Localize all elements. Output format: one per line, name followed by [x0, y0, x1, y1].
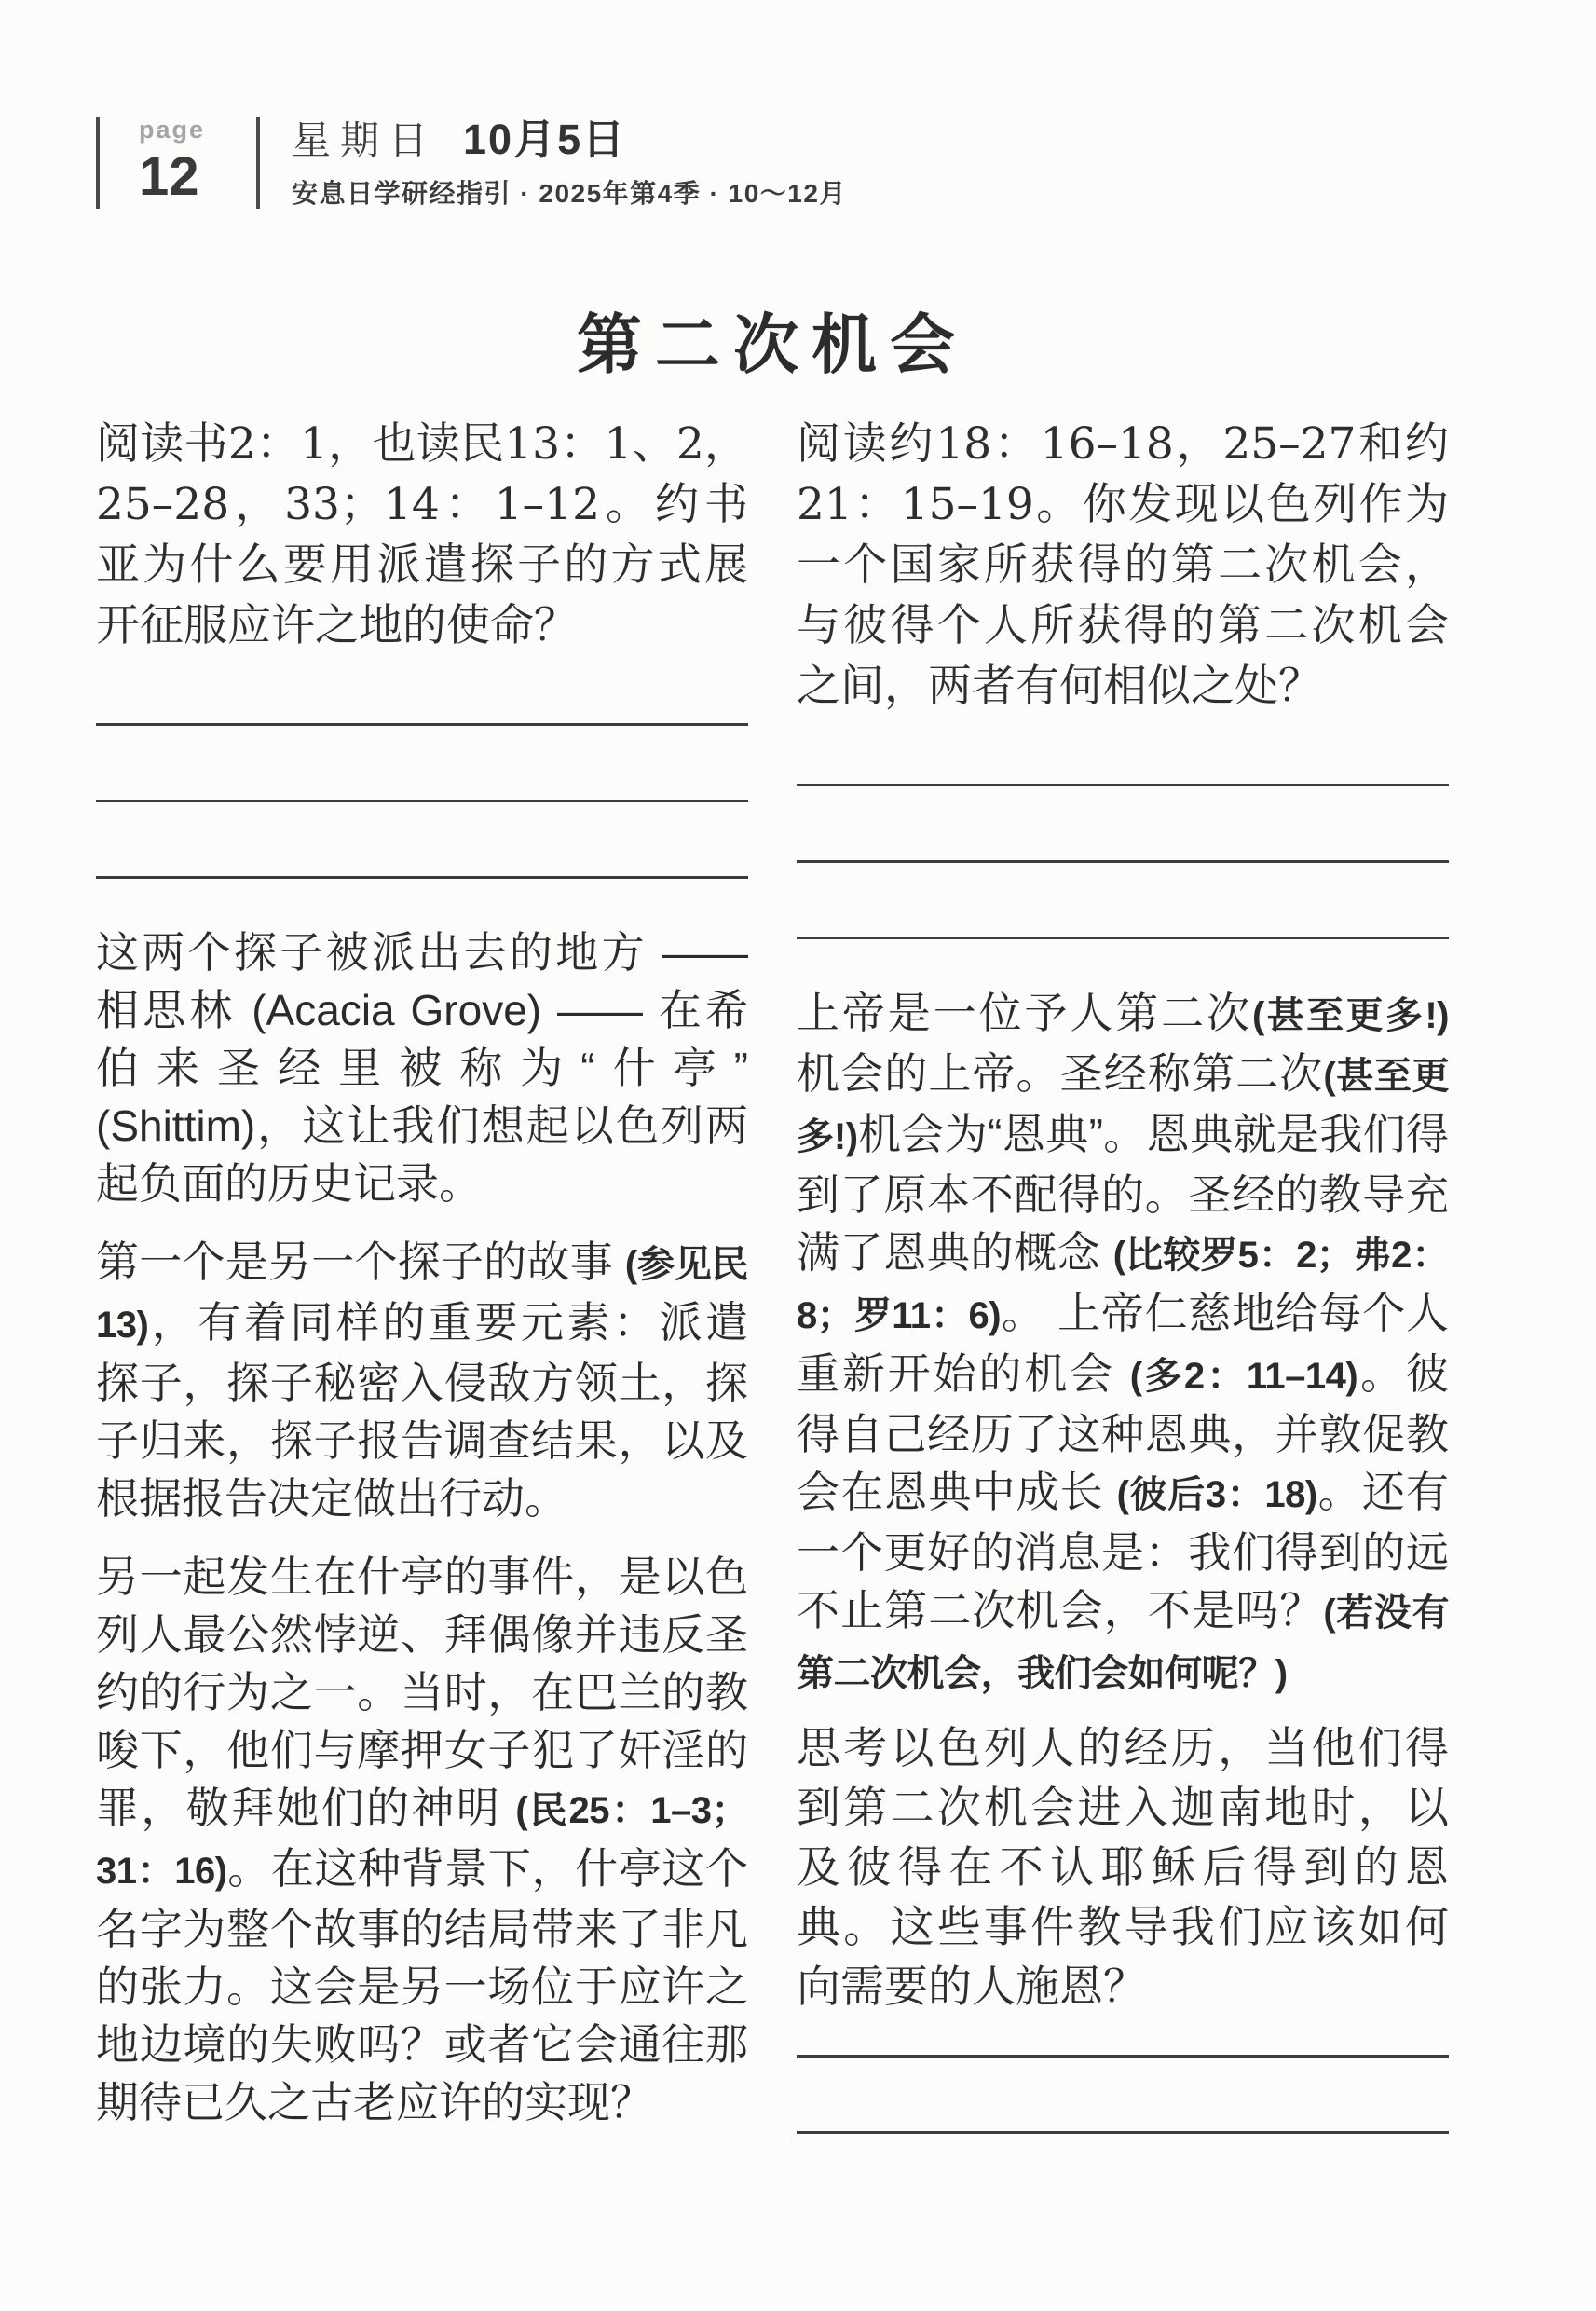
scripture-reference: (彼后3：18) [1116, 1474, 1317, 1515]
thought-question: 思考以色列人的经历，当他们得到第二次机会进入迦南地时，以及彼得在不认耶稣后得到的恩典。这些事件教导我们应该如何向需要的人施恩？ [797, 1723, 1449, 2013]
scripture-reference: (民25：1–3；31：16) [96, 1790, 748, 1892]
date-label: 10月5日 [463, 116, 627, 163]
header-divider-bar [256, 117, 260, 209]
text-run: 。还有一个更好的消息是：我们得到的远不止第二次机会，不是吗？ [797, 1468, 1449, 1634]
scripture-reference: (甚至更多!) [1251, 995, 1449, 1036]
date-block [292, 117, 847, 211]
scripture-reference: 多!) [797, 1116, 858, 1157]
right-column [797, 414, 1449, 2134]
text-run: 。 上帝仁慈地给每个人重新开始的机会 [797, 1289, 1450, 1398]
study-question: 阅读书2：1，也读民13：1、2，25–28，33；14：1–12。约书亚为什么要用派遣探子的方式展开征服应许之地的使命？ [96, 418, 748, 651]
text-run: 上帝是一位予人第二次 [797, 989, 1252, 1037]
scripture-reference: (参见民13) [96, 1244, 748, 1346]
page-number: 12 [139, 146, 199, 207]
paragraph [96, 1233, 748, 1527]
text-run: 。在这种背景下，什亭这个名字为整个故事的结局带来了非凡的张力。这会是另一场位于应许之地边境的失败吗？或者它会通往那期待已久之古老应许的实现？ [96, 1844, 748, 2126]
text-run: 这两个探子被派出去的地方 —— 相思林 (Acacia Grove) —— 在希伯来圣经里被称为“什亭” (Shittim)，这让我们想起以色列两起负面的历史记录。 [96, 928, 748, 1208]
answer-lines-group [96, 723, 748, 879]
weekday-label: 星期日 [292, 118, 438, 162]
text-run: 机会的上帝。圣经称第二次 [797, 1049, 1324, 1098]
left-column [96, 414, 748, 2134]
text-run: 另一起发生在什亭的事件，是以色列人最公然悖逆、拜偶像并违反圣约的行为之一。当时，在巴兰的教唆下，他们与摩押女子犯了奸淫的罪，敬拜她们的神明 [96, 1552, 748, 1832]
scripture-reference: (甚至更 [1323, 1056, 1450, 1097]
page-header [96, 117, 847, 211]
paragraph [96, 1548, 748, 2131]
paragraph [797, 984, 1449, 1702]
scripture-reference: (比较罗5：2；弗2：8；罗11：6) [797, 1235, 1450, 1336]
answer-line [797, 937, 1449, 939]
answer-line [797, 784, 1449, 786]
answer-lines-group [797, 2055, 1449, 2134]
scripture-reference: (若没有第二次机会，我们会如何呢？) [797, 1593, 1450, 1694]
answer-line [96, 723, 748, 726]
answer-line [797, 2055, 1449, 2058]
header-divider-bar [96, 117, 100, 209]
lesson-title: 第二次机会 [577, 310, 968, 382]
paragraph [96, 923, 748, 1212]
text-run: 第一个是另一个探子的故事 [96, 1238, 625, 1286]
text-run: 。彼得自己经历了这种恩典，并敦促教会在恩典中成长 [797, 1349, 1450, 1516]
study-question: 阅读约18：16–18，25–27和约21：15–19。你发现以色列作为一个国家所获得的第二次机会，与彼得个人所获得的第二次机会之间，两者有何相似之处？ [797, 418, 1449, 712]
edition-subtitle: 安息日学研经指引 · 2025年第4季 · 10～12月 [292, 179, 847, 209]
answer-line [797, 2131, 1449, 2134]
text-run: ，有着同样的重要元素：派遣探子，探子秘密入侵敌方领土，探子归来，探子报告调查结果，以及根据报告决定做出行动。 [96, 1298, 748, 1523]
answer-line [797, 860, 1449, 863]
answer-lines-group [797, 784, 1449, 939]
page-body [96, 308, 1449, 2134]
answer-line [96, 876, 748, 879]
page-number-block [139, 116, 219, 207]
answer-line [96, 800, 748, 802]
scripture-reference: (多2：11–14) [1129, 1356, 1358, 1397]
text-run: 机会为“恩典”。恩典就是我们得到了原本不配得的。圣经的教导充满了恩典的概念 [797, 1110, 1449, 1277]
page-label: page [139, 116, 206, 144]
